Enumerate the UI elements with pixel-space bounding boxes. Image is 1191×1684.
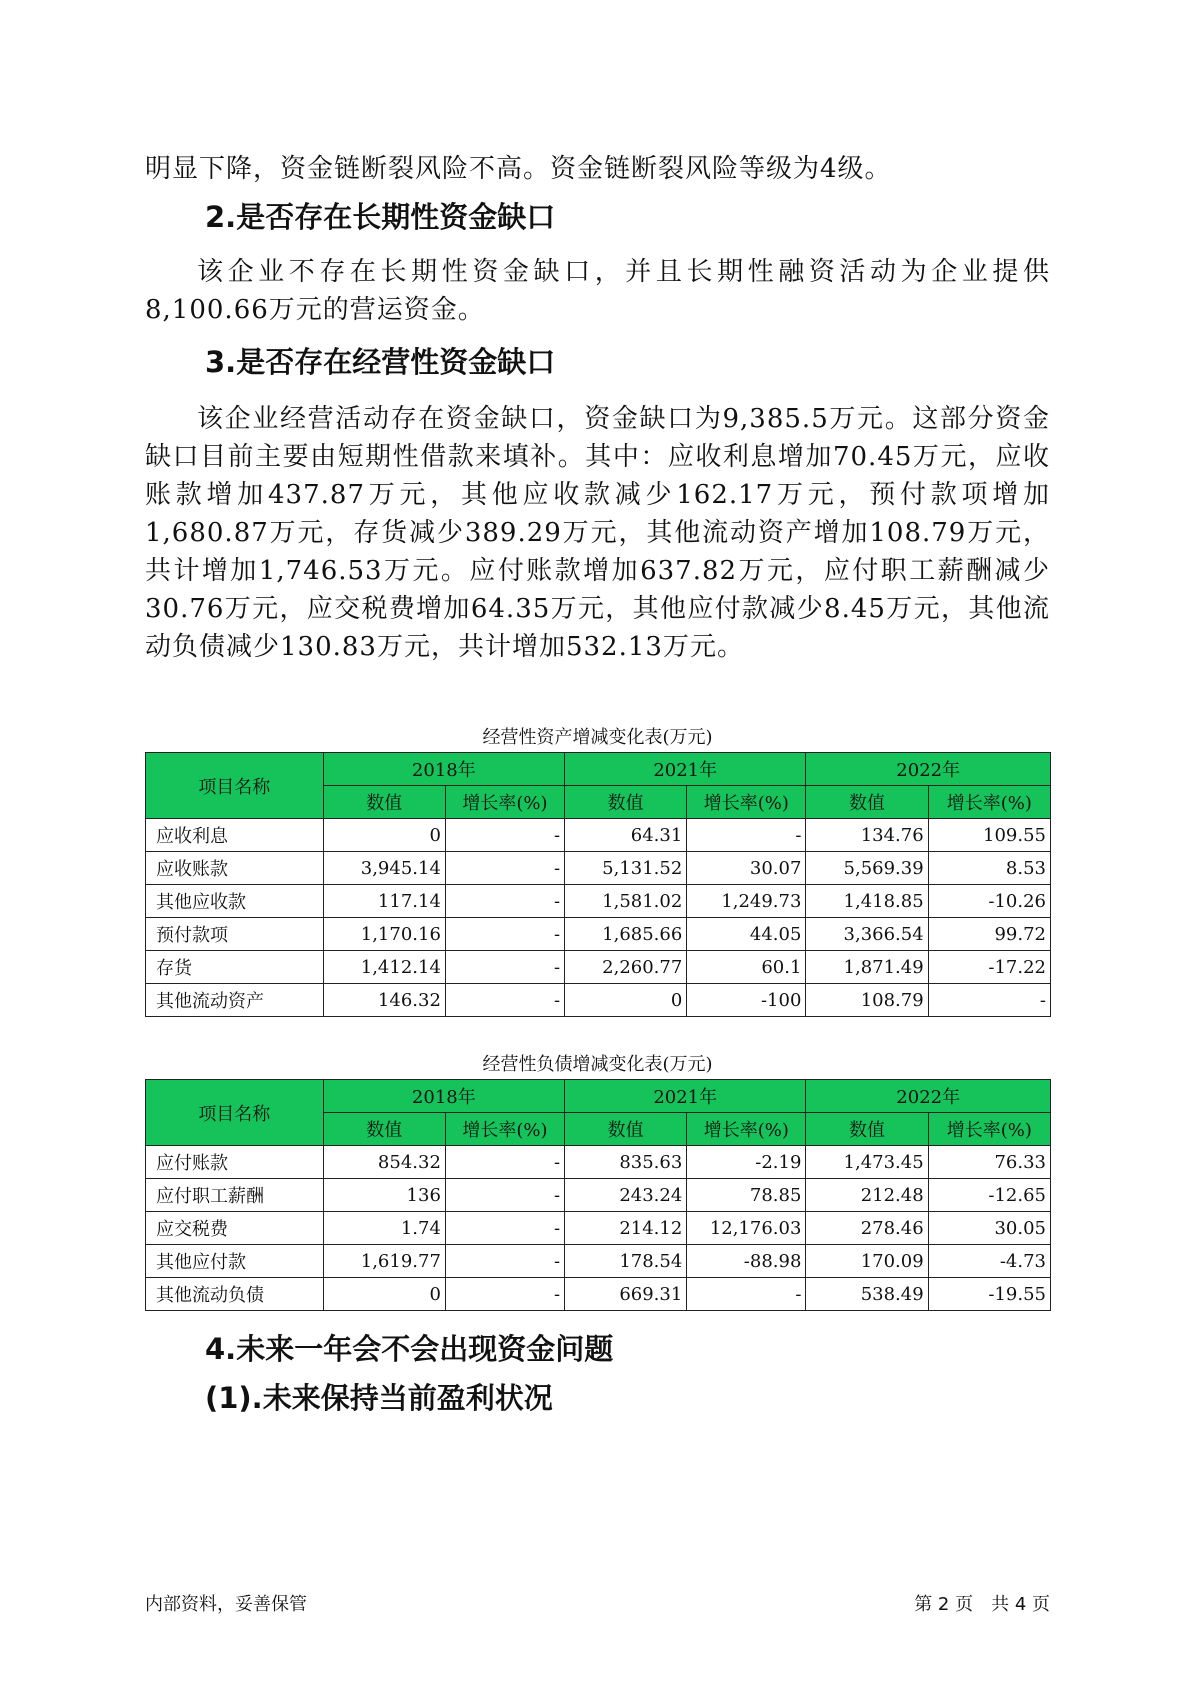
row-item-name: 应收账款 [146,852,324,885]
value-cell: 0 [323,1278,445,1311]
liabilities-table-body [146,1146,1051,1311]
column-header-year: 2021年 [565,1080,806,1113]
value-cell: 3,945.14 [323,852,445,885]
value-cell: 1,418.85 [806,885,928,918]
row-item-name: 其他应收款 [146,885,324,918]
growth-rate-cell: 99.72 [928,918,1050,951]
row-item-name: 存货 [146,951,324,984]
column-header-rate: 增长率(%) [687,786,806,819]
growth-rate-cell: 30.05 [928,1212,1050,1245]
column-header-value: 数值 [323,1113,445,1146]
growth-rate-cell: -17.22 [928,951,1050,984]
row-item-name: 预付款项 [146,918,324,951]
growth-rate-cell: - [445,918,564,951]
row-item-name: 其他应付款 [146,1245,324,1278]
table-row [146,1212,1051,1245]
column-header-year: 2021年 [565,753,806,786]
growth-rate-cell: -10.26 [928,885,1050,918]
column-header-value: 数值 [806,1113,928,1146]
column-header-year: 2018年 [323,1080,564,1113]
growth-rate-cell: -2.19 [687,1146,806,1179]
row-item-name: 应付账款 [146,1146,324,1179]
growth-rate-cell: -88.98 [687,1245,806,1278]
value-cell: 178.54 [565,1245,687,1278]
assets-table [145,752,1051,1017]
value-cell: 1,685.66 [565,918,687,951]
growth-rate-cell: -12.65 [928,1179,1050,1212]
row-item-name: 应交税费 [146,1212,324,1245]
heading-long-term-gap: 2.是否存在长期性资金缺口 [205,200,556,234]
growth-rate-cell: 109.55 [928,819,1050,852]
growth-rate-cell: - [687,1278,806,1311]
value-cell: 170.09 [806,1245,928,1278]
growth-rate-cell: - [687,819,806,852]
value-cell: 2,260.77 [565,951,687,984]
value-cell: 1,619.77 [323,1245,445,1278]
table-header-row [146,753,1051,786]
value-cell: 278.46 [806,1212,928,1245]
value-cell: 64.31 [565,819,687,852]
row-item-name: 其他流动资产 [146,984,324,1017]
growth-rate-cell: 76.33 [928,1146,1050,1179]
column-header-rate: 增长率(%) [445,786,564,819]
footer-page-number: 第 2 页 共 4 页 [914,1594,1050,1615]
liabilities-table [145,1079,1051,1311]
table-row [146,918,1051,951]
growth-rate-cell: - [445,1245,564,1278]
growth-rate-cell: 8.53 [928,852,1050,885]
growth-rate-cell: 12,176.03 [687,1212,806,1245]
column-header-rate: 增长率(%) [928,1113,1050,1146]
growth-rate-cell: - [445,852,564,885]
row-item-name: 应收利息 [146,819,324,852]
growth-rate-cell: 30.07 [687,852,806,885]
value-cell: 214.12 [565,1212,687,1245]
growth-rate-cell: 1,249.73 [687,885,806,918]
column-header-rate: 增长率(%) [687,1113,806,1146]
heading-next-year-funding: 4.未来一年会不会出现资金问题 [205,1332,614,1366]
liabilities-table-caption: 经营性负债增减变化表(万元) [482,1054,713,1075]
growth-rate-cell: - [928,984,1050,1017]
growth-rate-cell: - [445,819,564,852]
value-cell: 1,871.49 [806,951,928,984]
growth-rate-cell: - [445,885,564,918]
table-row [146,1278,1051,1311]
heading-operating-gap: 3.是否存在经营性资金缺口 [205,345,556,379]
value-cell: 243.24 [565,1179,687,1212]
growth-rate-cell: -4.73 [928,1245,1050,1278]
heading-keep-profitability: (1).未来保持当前盈利状况 [205,1381,553,1415]
footer-confidential-note: 内部资料，妥善保管 [145,1594,307,1615]
column-header-value: 数值 [565,1113,687,1146]
assets-table-caption: 经营性资产增减变化表(万元) [482,727,713,748]
value-cell: 134.76 [806,819,928,852]
growth-rate-cell: - [445,1179,564,1212]
growth-rate-cell: - [445,951,564,984]
table-row [146,852,1051,885]
table-row [146,984,1051,1017]
column-header-item-name: 项目名称 [146,753,324,819]
table-row [146,1146,1051,1179]
growth-rate-cell: -100 [687,984,806,1017]
column-header-year: 2018年 [323,753,564,786]
value-cell: 669.31 [565,1278,687,1311]
column-header-year: 2022年 [806,1080,1051,1113]
column-header-value: 数值 [565,786,687,819]
paragraph-long-term-gap: 该企业不存在长期性资金缺口，并且长期性融资活动为企业提供8,100.66万元的营运资金。 [145,257,1050,325]
value-cell: 835.63 [565,1146,687,1179]
paragraph-operating-gap: 该企业经营活动存在资金缺口，资金缺口为9,385.5万元。这部分资金缺口目前主要由短期性借款来填补。其中：应收利息增加70.45万元，应收账款增加437.87万元，其他应收款减少162.17万元，预付款项增加1,680.87万元，存货减少389.29万元，其他流动资产增加108.79万元，共计增加1,746.53万元。应付账款增加637.82万元，应付职工薪酬减少30.76万元，应交税费增加64.35万元，其他应付款减少8.45万元，其他流动负债减少130.83万元，共计增加532.13万元。 [145,404,1050,662]
value-cell: 0 [565,984,687,1017]
value-cell: 538.49 [806,1278,928,1311]
value-cell: 1.74 [323,1212,445,1245]
growth-rate-cell: 44.05 [687,918,806,951]
growth-rate-cell: -19.55 [928,1278,1050,1311]
growth-rate-cell: - [445,1278,564,1311]
table-row [146,819,1051,852]
value-cell: 146.32 [323,984,445,1017]
value-cell: 1,170.16 [323,918,445,951]
table-header-row [146,1080,1051,1113]
column-header-value: 数值 [806,786,928,819]
value-cell: 1,473.45 [806,1146,928,1179]
table-row [146,1179,1051,1212]
column-header-value: 数值 [323,786,445,819]
value-cell: 1,412.14 [323,951,445,984]
table-row [146,1245,1051,1278]
value-cell: 0 [323,819,445,852]
table-row [146,885,1051,918]
table-row [146,951,1051,984]
growth-rate-cell: - [445,984,564,1017]
value-cell: 212.48 [806,1179,928,1212]
growth-rate-cell: 60.1 [687,951,806,984]
growth-rate-cell: 78.85 [687,1179,806,1212]
value-cell: 3,366.54 [806,918,928,951]
column-header-item-name: 项目名称 [146,1080,324,1146]
column-header-rate: 增长率(%) [928,786,1050,819]
value-cell: 136 [323,1179,445,1212]
value-cell: 5,131.52 [565,852,687,885]
value-cell: 1,581.02 [565,885,687,918]
growth-rate-cell: - [445,1146,564,1179]
paragraph-risk-level: 明显下降，资金链断裂风险不高。资金链断裂风险等级为4级。 [145,154,892,184]
value-cell: 108.79 [806,984,928,1017]
value-cell: 854.32 [323,1146,445,1179]
column-header-year: 2022年 [806,753,1051,786]
column-header-rate: 增长率(%) [445,1113,564,1146]
value-cell: 117.14 [323,885,445,918]
growth-rate-cell: - [445,1212,564,1245]
row-item-name: 应付职工薪酬 [146,1179,324,1212]
assets-table-body [146,819,1051,1017]
row-item-name: 其他流动负债 [146,1278,324,1311]
value-cell: 5,569.39 [806,852,928,885]
